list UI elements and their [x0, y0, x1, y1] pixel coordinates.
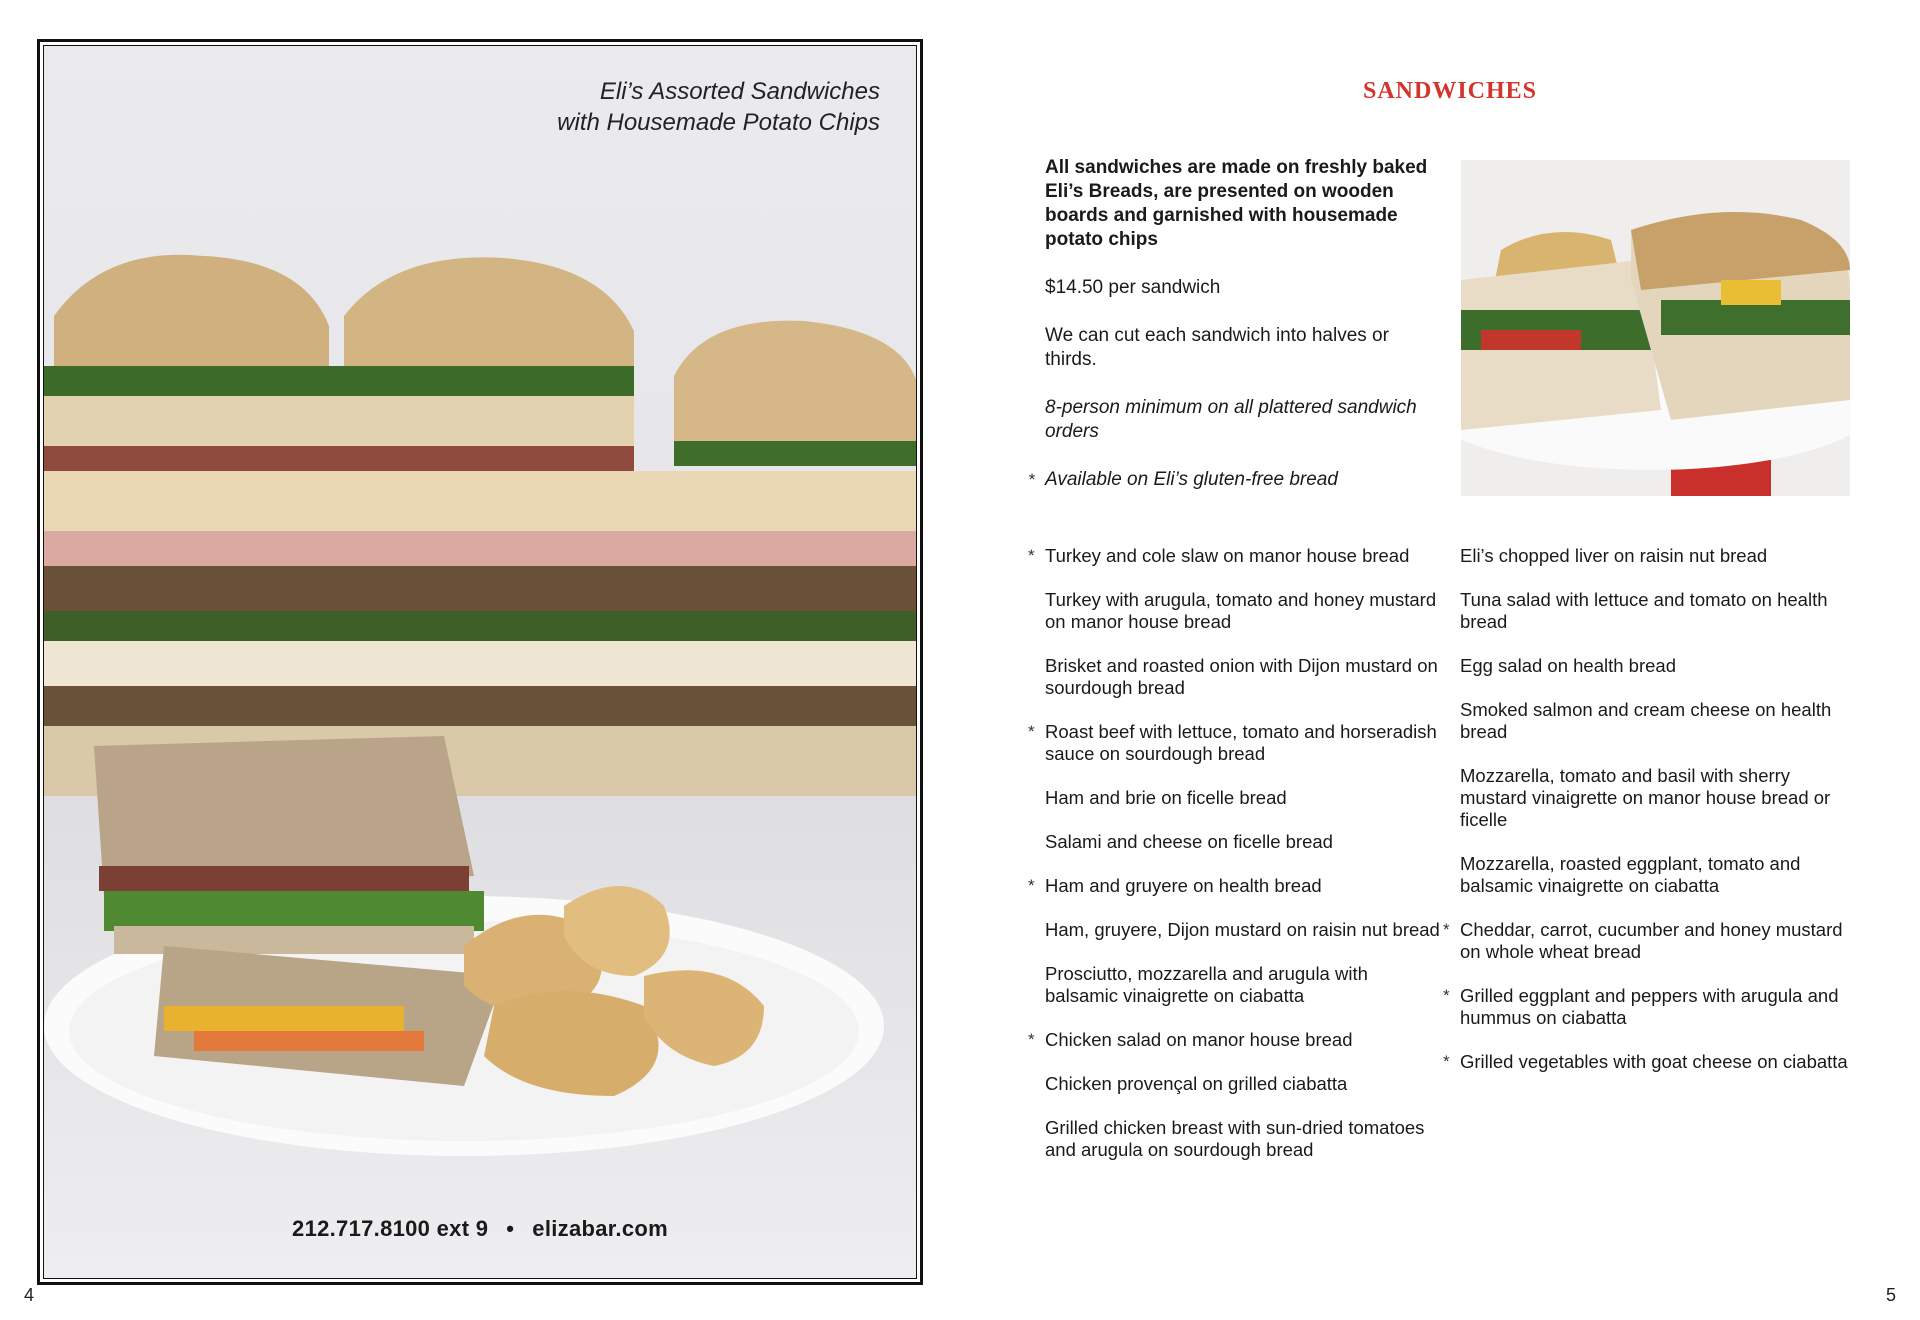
phone-number: 212.717.8100 ext 9: [292, 1216, 489, 1241]
menu-item-text: Smoked salmon and cream cheese on health bread: [1460, 699, 1832, 742]
intro-lead: All sandwiches are made on freshly baked Eli’s Breads, are presented on wooden boards and garnished with housemade potato chips: [1045, 157, 1428, 250]
menu-item-text: Eli’s chopped liver on raisin nut bread: [1460, 545, 1768, 566]
menu-item-text: Grilled chicken breast with sun-dried tomatoes and arugula on sourdough bread: [1045, 1117, 1425, 1160]
menu-column-2: [1443, 545, 1860, 1073]
gluten-free-star-icon: *: [1443, 986, 1450, 1005]
section-title: SANDWICHES: [1362, 78, 1538, 104]
price-text: $14.50 per sandwich: [1045, 277, 1221, 298]
menu-item-text: Ham and brie on ficelle bread: [1045, 787, 1287, 808]
menu-item-text: Cheddar, carrot, cucumber and honey mustard on whole wheat bread: [1460, 919, 1843, 962]
sandwich-platter-photo: [43, 45, 917, 1279]
gluten-free-note: Available on Eli’s gluten-free bread: [1045, 469, 1338, 490]
gluten-free-star-icon: *: [1028, 722, 1035, 741]
menu-item: [1443, 1051, 1860, 1073]
menu-item: [1045, 963, 1445, 1007]
caption-line-2: with Housemade Potato Chips: [557, 109, 880, 136]
menu-item-text: Mozzarella, roasted eggplant, tomato and balsamic vinaigrette on ciabatta: [1460, 853, 1801, 896]
menu-item: [1443, 985, 1860, 1029]
cut-note: We can cut each sandwich into halves or thirds.: [1045, 325, 1389, 370]
menu-item-text: Turkey and cole slaw on manor house bread: [1045, 545, 1410, 566]
menu-item: [1028, 721, 1445, 765]
menu-item: [1028, 545, 1445, 567]
menu-item: [1028, 1029, 1445, 1051]
gluten-free-star-icon: *: [1028, 876, 1035, 895]
menu-item-text: Grilled eggplant and peppers with arugula and hummus on ciabatta: [1460, 985, 1839, 1028]
menu-item: [1045, 787, 1445, 809]
menu-item-text: Salami and cheese on ficelle bread: [1045, 831, 1333, 852]
menu-item-text: Tuna salad with lettuce and tomato on health bread: [1460, 589, 1828, 632]
intro-block: [1028, 156, 1435, 516]
menu-item-text: Turkey with arugula, tomato and honey mustard on manor house bread: [1045, 589, 1437, 632]
menu-item: [1460, 545, 1860, 567]
menu-item: [1045, 655, 1445, 699]
menu-item: [1460, 765, 1860, 831]
contact-line: [44, 1216, 916, 1242]
menu-item: [1045, 831, 1445, 853]
panini-plate-illustration: [1461, 160, 1850, 496]
menu-item-text: Mozzarella, tomato and basil with sherry mustard vinaigrette on manor house bread or ficelle: [1460, 765, 1831, 830]
menu-item: [1045, 1117, 1445, 1161]
gluten-free-star-icon: *: [1028, 1030, 1035, 1049]
gluten-free-star-icon: *: [1028, 470, 1035, 489]
gluten-free-legend: [1028, 468, 1435, 492]
menu-item: [1443, 919, 1860, 963]
caption-line-1: Eli’s Assorted Sandwiches: [599, 78, 880, 105]
website-link[interactable]: elizabar.com: [532, 1216, 668, 1241]
menu-column-1: [1028, 545, 1445, 1161]
sandwich-platter-illustration: [44, 46, 917, 1279]
menu-item-text: Egg salad on health bread: [1460, 655, 1677, 676]
panini-plate-photo: [1461, 160, 1850, 496]
menu-item: [1045, 919, 1445, 941]
separator-dot: •: [506, 1216, 515, 1241]
menu-item: [1045, 1073, 1445, 1095]
minimum-note: 8-person minimum on all plattered sandwich orders: [1045, 397, 1417, 442]
gluten-free-star-icon: *: [1443, 1052, 1450, 1071]
gluten-free-star-icon: *: [1443, 920, 1450, 939]
menu-item-text: Grilled vegetables with goat cheese on ciabatta: [1460, 1051, 1848, 1072]
menu-item-text: Brisket and roasted onion with Dijon mustard on sourdough bread: [1045, 655, 1438, 698]
page-number-right: 5: [1885, 1285, 1896, 1305]
menu-item: [1045, 589, 1445, 633]
menu-item: [1460, 655, 1860, 677]
photo-caption: [557, 76, 880, 138]
gluten-free-star-icon: *: [1028, 546, 1035, 565]
page-number-left: 4: [24, 1285, 35, 1305]
menu-item: [1028, 875, 1445, 897]
menu-item-text: Chicken provençal on grilled ciabatta: [1045, 1073, 1348, 1094]
menu-item: [1460, 699, 1860, 743]
menu-item-text: Ham, gruyere, Dijon mustard on raisin nut bread: [1045, 919, 1440, 940]
menu-item-text: Ham and gruyere on health bread: [1045, 875, 1322, 896]
menu-item: [1460, 589, 1860, 633]
menu-item-text: Chicken salad on manor house bread: [1045, 1029, 1353, 1050]
menu-item-text: Prosciutto, mozzarella and arugula with balsamic vinaigrette on ciabatta: [1045, 963, 1368, 1006]
menu-item-text: Roast beef with lettuce, tomato and horseradish sauce on sourdough bread: [1045, 721, 1437, 764]
menu-item: [1460, 853, 1860, 897]
